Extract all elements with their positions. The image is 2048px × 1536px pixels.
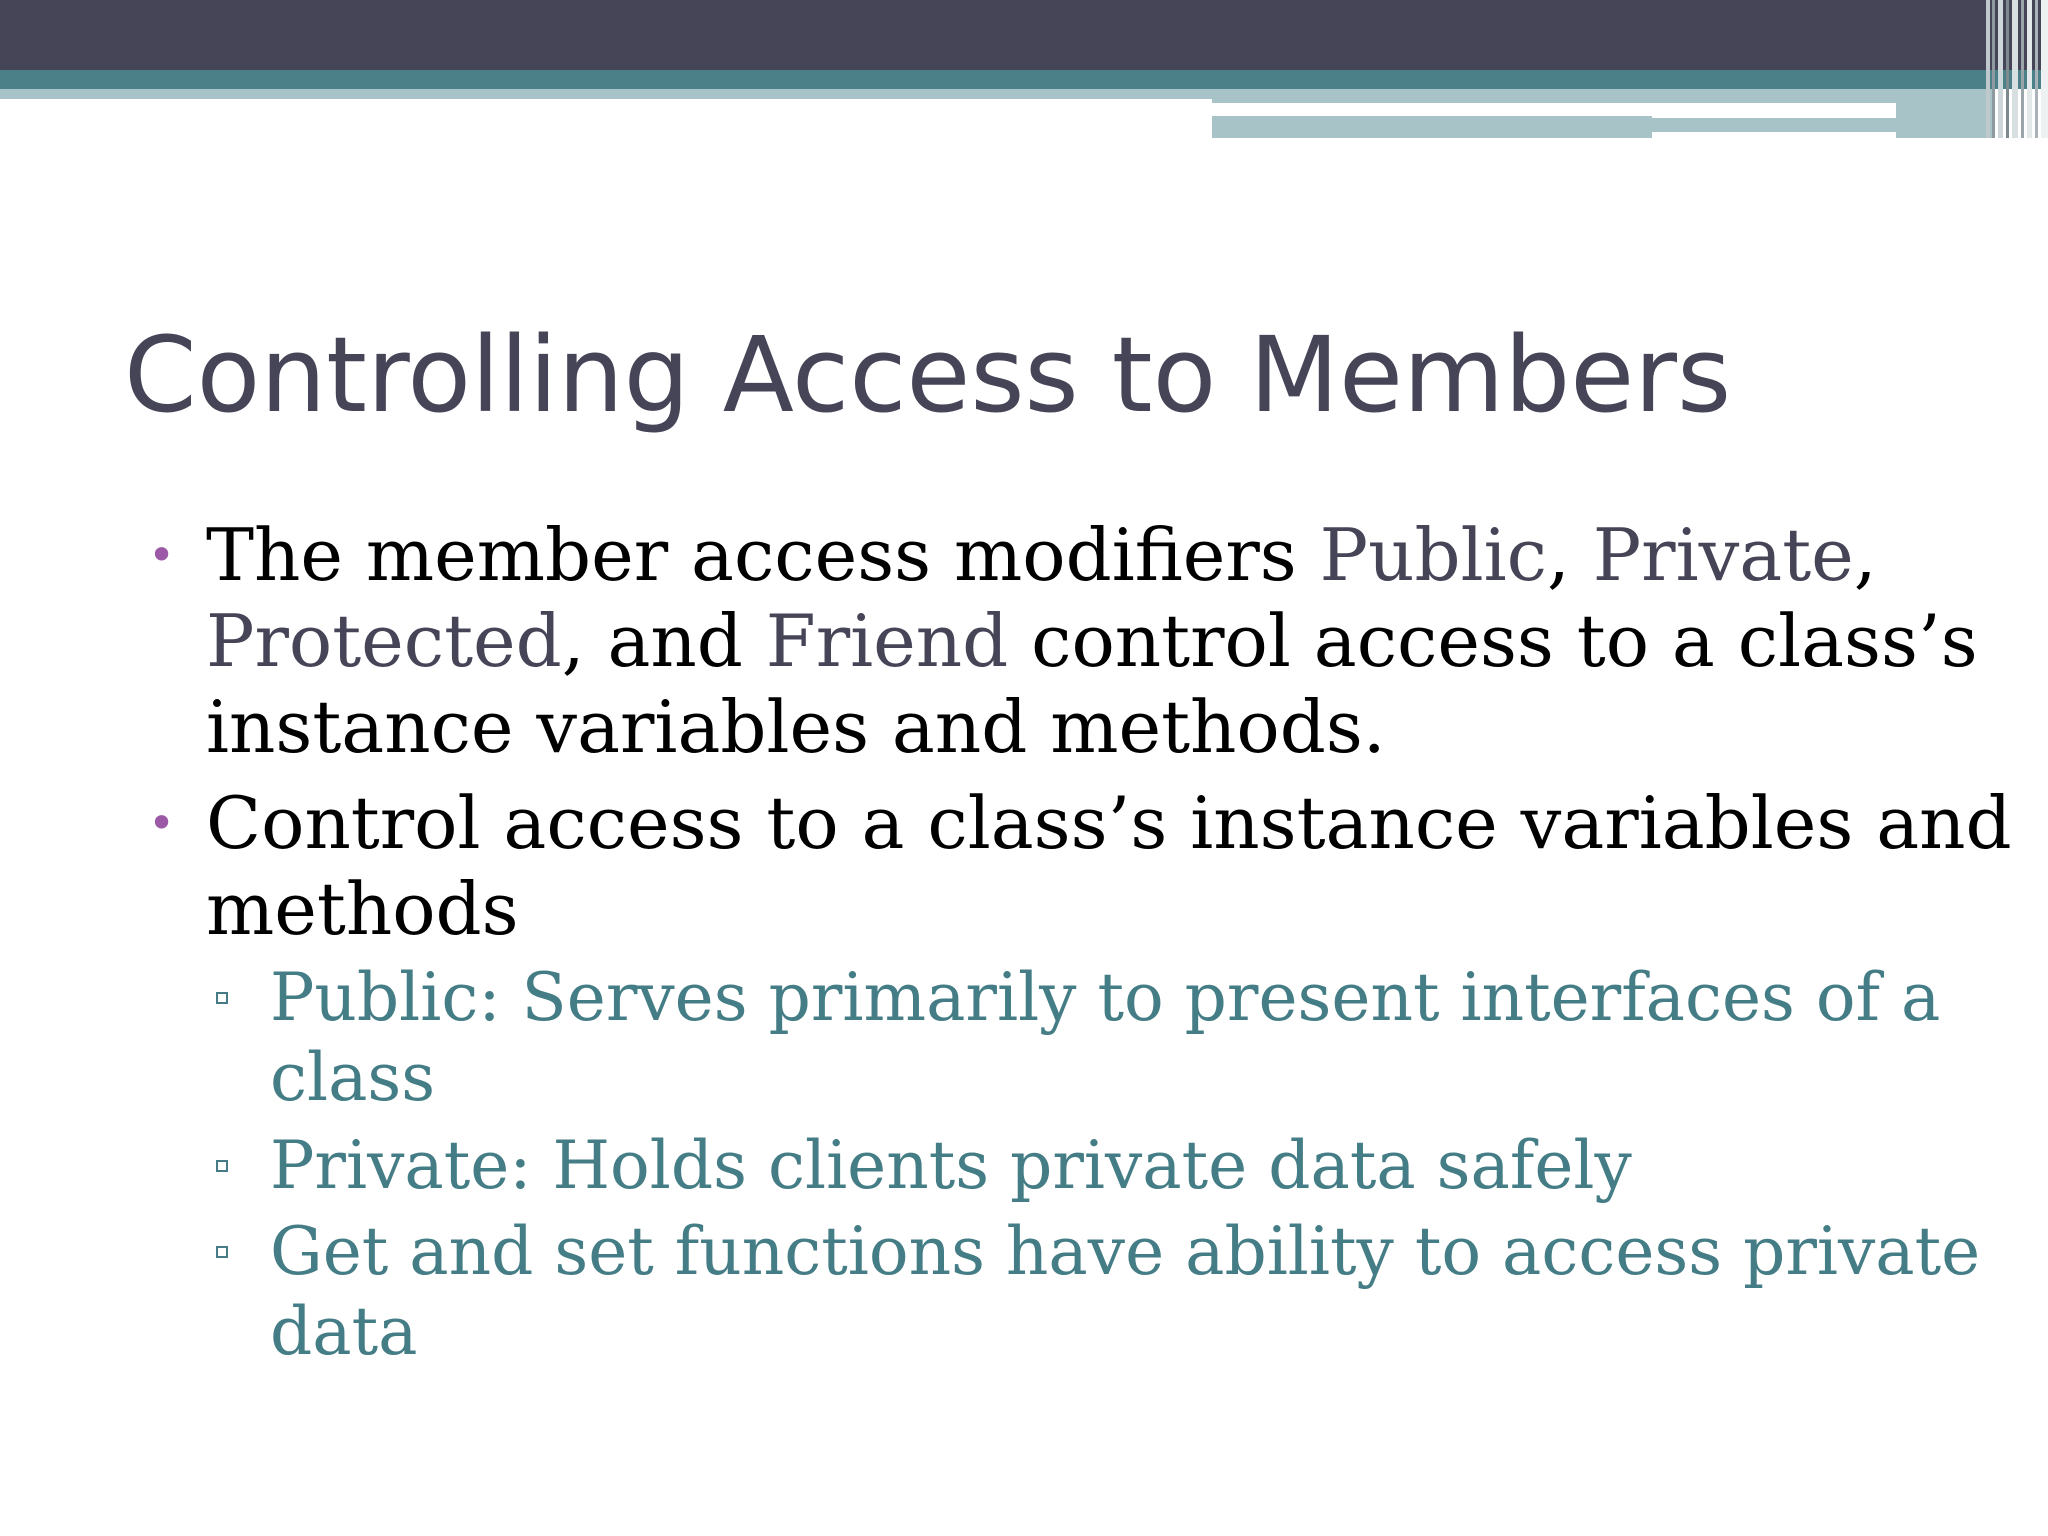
sub-bullet-marker (216, 1160, 228, 1172)
bullet-2-line-1 (206, 780, 2012, 866)
text-run: , (1546, 513, 1593, 597)
sub-bullet-1-line-1: Public: Serves primarily to present interfaces of a (270, 959, 1941, 1036)
sub-bullet-3-line-1: Get and set functions have ability to access private (270, 1213, 1981, 1290)
bullet-1-line-2 (206, 598, 1978, 684)
text-run: control access to a class’s (1008, 599, 1978, 683)
slide-title: Controlling Access to Members (124, 314, 1732, 436)
bullet-1-line-3 (206, 684, 1386, 770)
sub-bullet-2-line-1: Private: Holds clients private data safely (270, 1127, 1632, 1204)
bullet-1-line-1 (206, 512, 1877, 598)
text-run: , (1853, 513, 1877, 597)
sub-bullet-3-line-2: data (270, 1293, 418, 1370)
keyword-protected: Protected (206, 599, 562, 683)
sub-bullet-marker (216, 992, 228, 1004)
text-run: , and (561, 599, 766, 683)
keyword-public: Public (1319, 513, 1547, 597)
text-run: The member access modifiers (206, 513, 1320, 597)
sub-bullet-marker (216, 1246, 228, 1258)
sub-bullet-1-line-2: class (270, 1039, 436, 1116)
bullet-marker: • (148, 796, 176, 850)
text-run: methods (206, 867, 519, 951)
keyword-private: Private (1592, 513, 1854, 597)
text-run: instance variables and methods. (206, 685, 1386, 769)
bullet-2-line-2 (206, 866, 519, 952)
keyword-friend: Friend (765, 599, 1009, 683)
bullet-marker: • (148, 528, 176, 582)
text-run: Control access to a class’s instance variables and (206, 781, 2012, 865)
